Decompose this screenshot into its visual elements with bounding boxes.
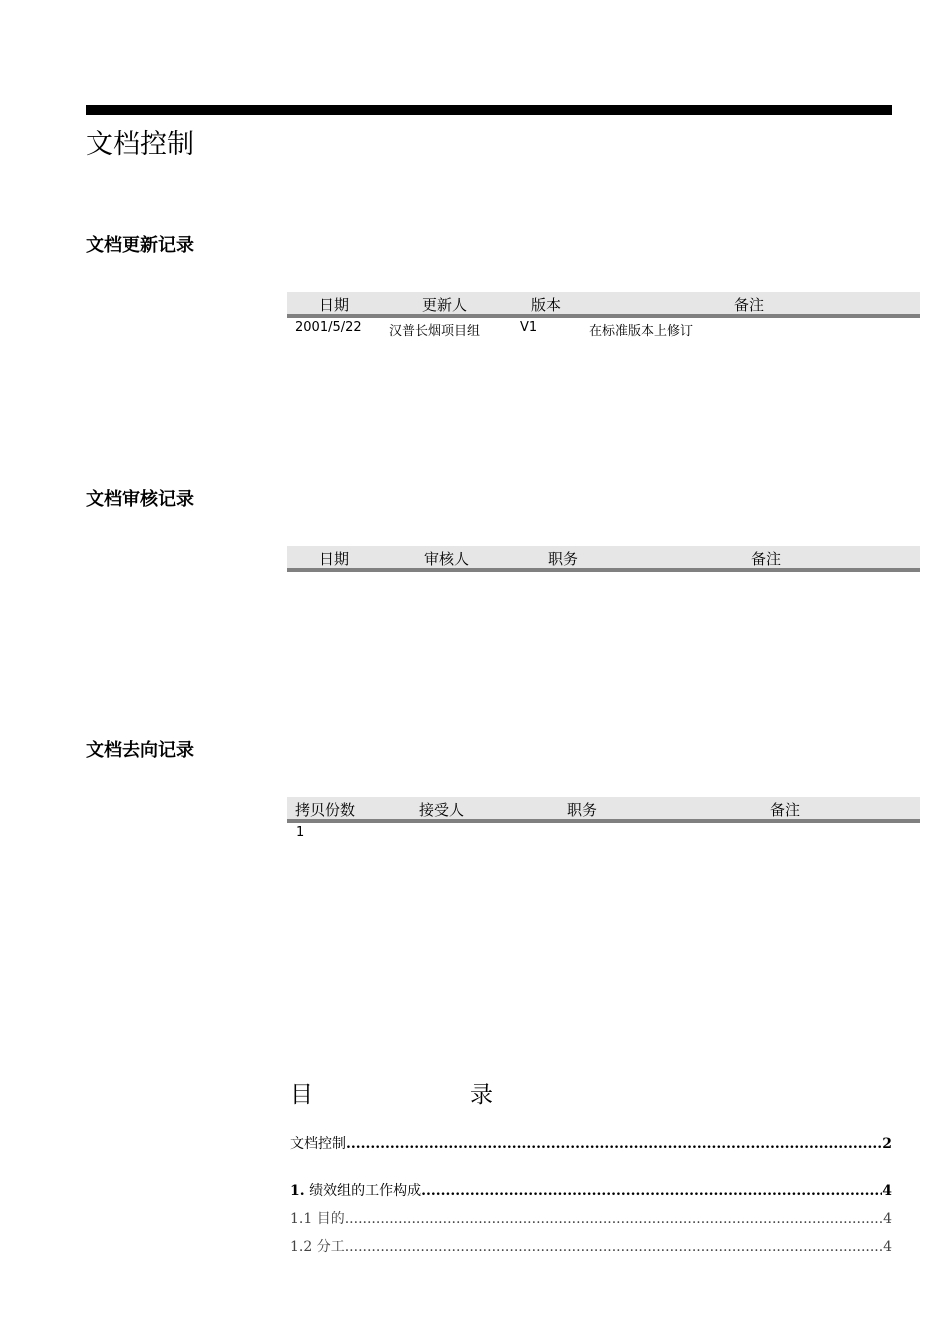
column-header-date: 日期: [319, 296, 350, 314]
toc-entry-text: 分工: [316, 1239, 345, 1255]
column-header-remarks: 备注: [770, 801, 801, 819]
column-header-reviewer: 审核人: [424, 550, 470, 568]
toc-title-left: 目: [290, 1082, 313, 1108]
update-record-table: [287, 292, 920, 340]
toc-entry[interactable]: [290, 1133, 892, 1153]
toc-leader: [346, 1136, 882, 1152]
table-header: [287, 797, 920, 823]
column-header-version: 版本: [531, 296, 562, 314]
toc-entry-page: 4: [882, 1183, 892, 1199]
column-header-position: 职务: [548, 550, 579, 568]
cell-date: 2001/5/22: [295, 320, 362, 335]
toc-entry-page: 4: [883, 1211, 892, 1227]
column-header-updater: 更新人: [422, 296, 468, 314]
toc-entry-number: 1.1: [290, 1211, 313, 1227]
table-header: [287, 546, 920, 572]
toc-entry[interactable]: [290, 1180, 892, 1200]
toc-leader: [345, 1239, 883, 1255]
table-header: [287, 292, 920, 318]
cell-copies: 1: [296, 825, 305, 840]
toc-entry-page: 4: [883, 1239, 892, 1255]
column-header-position: 职务: [567, 801, 598, 819]
review-record-heading: 文档审核记录: [86, 489, 194, 510]
table-row: [287, 318, 920, 340]
toc-entry-text: 绩效组的工作构成: [309, 1183, 422, 1199]
update-record-heading: 文档更新记录: [86, 235, 194, 256]
toc-entry-label: [290, 1180, 421, 1200]
toc-entry[interactable]: [290, 1236, 892, 1256]
page-title: 文档控制: [86, 129, 194, 160]
cell-updater: 汉普长烟项目组: [389, 324, 481, 339]
column-header-date: 日期: [319, 550, 350, 568]
review-record-table: [287, 546, 920, 572]
toc-leader: [421, 1183, 882, 1199]
column-header-remarks: 备注: [734, 296, 765, 314]
toc-entry-number: 1.: [290, 1183, 305, 1199]
column-header-copies: 拷贝份数: [295, 801, 356, 819]
cell-version: V1: [520, 320, 538, 335]
toc-entry-page: 2: [882, 1136, 892, 1152]
column-header-remarks: 备注: [751, 550, 782, 568]
toc-leader: [345, 1211, 883, 1227]
toc-title-right: 录: [470, 1082, 493, 1108]
toc-entry-number: 1.2: [290, 1239, 313, 1255]
cell-remarks: 在标准版本上修订: [589, 324, 694, 339]
distribution-record-heading: 文档去向记录: [86, 740, 194, 761]
toc-entry-text: 目的: [316, 1211, 345, 1227]
toc-entry-label: [290, 1236, 345, 1256]
column-header-recipient: 接受人: [419, 801, 465, 819]
toc-entry-label: [290, 1208, 345, 1228]
top-rule: [86, 105, 892, 115]
toc-entry[interactable]: [290, 1208, 892, 1228]
distribution-record-table: [287, 797, 920, 845]
table-row: [287, 823, 920, 845]
toc-entry-label: 文档控制: [290, 1136, 346, 1152]
